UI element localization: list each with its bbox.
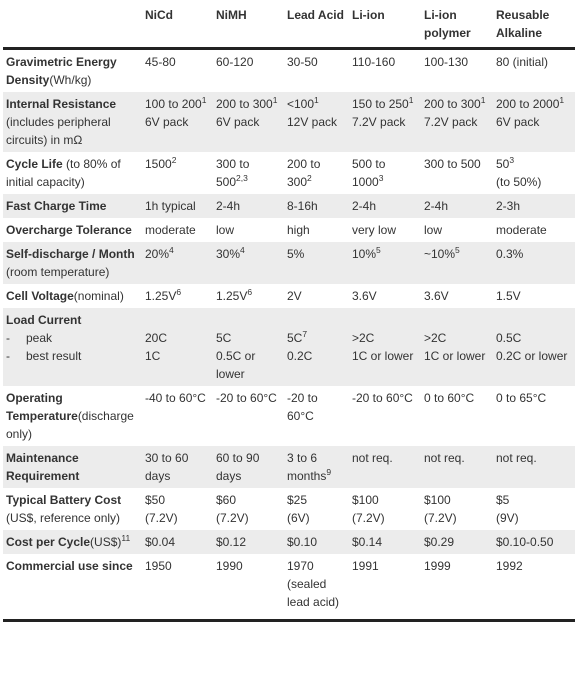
table-cell	[284, 386, 349, 446]
cell-text: 0.5C or lower	[216, 349, 256, 381]
cell-text: -20 to 60°C	[216, 391, 277, 405]
table-cell	[349, 308, 421, 386]
cell-text: 150 to 250	[352, 97, 409, 111]
cell-text: $0.29	[424, 535, 455, 549]
footnote-marker: 2	[171, 155, 177, 165]
cell-text: 100 to 200	[145, 97, 202, 111]
header-row	[3, 0, 575, 49]
row-label-bold: Overcharge Tolerance	[6, 223, 132, 237]
cell-text: $100	[352, 493, 379, 507]
cell-text: best result	[26, 349, 82, 363]
table-cell	[421, 284, 493, 308]
cell-text: 1C	[145, 349, 161, 363]
footnote-marker: 1	[314, 95, 319, 105]
footnote-marker: 7	[302, 329, 308, 339]
cell-text: 6V pack	[216, 115, 260, 129]
cell-text: 0.2C	[287, 349, 313, 363]
table-cell	[493, 446, 575, 488]
row-label-bold: Operating Temperature	[6, 391, 78, 423]
table-cell	[213, 446, 284, 488]
cell-text: -	[6, 331, 10, 345]
table-cell	[349, 152, 421, 194]
table-cell	[213, 530, 284, 554]
row-label	[3, 488, 142, 530]
table-row	[3, 284, 575, 308]
cell-text: 3.6V	[424, 289, 449, 303]
cell-text: >2C	[352, 331, 375, 345]
table-cell	[284, 284, 349, 308]
table-cell	[421, 308, 493, 386]
table-row	[3, 218, 575, 242]
cell-text: 20%	[145, 247, 170, 261]
row-label-bold: Gravimetric Energy Density	[6, 55, 117, 87]
cell-text: 8-16h	[287, 199, 318, 213]
table-cell	[284, 554, 349, 621]
row-label	[3, 194, 142, 218]
table-body	[3, 49, 575, 621]
cell-text: >2C	[424, 331, 447, 345]
cell-text: 2-4h	[424, 199, 449, 213]
cell-text: 30 to 60 days	[145, 451, 189, 483]
cell-text: not req.	[424, 451, 465, 465]
table-cell	[421, 386, 493, 446]
cell-text: (sealed lead acid)	[287, 577, 340, 609]
footnote-marker: 4	[169, 245, 174, 255]
cell-text: 1970	[287, 559, 314, 573]
table-cell	[349, 194, 421, 218]
table-cell	[421, 446, 493, 488]
cell-text: 200 to 300	[287, 157, 321, 189]
table-cell	[349, 386, 421, 446]
table-cell	[493, 194, 575, 218]
cell-text: 5%	[287, 247, 305, 261]
footnote-marker: 5	[376, 245, 381, 255]
table-cell	[349, 218, 421, 242]
table-cell	[349, 554, 421, 621]
row-label	[3, 308, 142, 386]
table-cell	[421, 530, 493, 554]
footnote-marker: 1	[272, 95, 278, 105]
cell-text: 0.2C or lower	[496, 349, 568, 363]
cell-text: -20 to 60°C	[287, 391, 318, 423]
header-cell-lead-acid: Lead Acid	[284, 0, 349, 49]
row-label	[3, 530, 142, 554]
cell-text: 7.2V pack	[352, 115, 406, 129]
footnote-marker: 6	[176, 287, 182, 297]
table-cell	[213, 152, 284, 194]
footnote-marker: 6	[247, 287, 253, 297]
cell-text: low	[216, 223, 235, 237]
cell-text: 1992	[496, 559, 523, 573]
table-cell	[421, 49, 493, 93]
cell-text: 6V pack	[145, 115, 189, 129]
cell-text: (9V)	[496, 511, 519, 525]
cell-text: 10%	[352, 247, 377, 261]
cell-text: 1950	[145, 559, 172, 573]
cell-text: $25	[287, 493, 308, 507]
cell-text: 1500	[145, 157, 172, 171]
table-cell	[493, 554, 575, 621]
cell-text: not req.	[496, 451, 537, 465]
table-cell	[493, 242, 575, 284]
cell-text: 12V pack	[287, 115, 338, 129]
row-label	[3, 218, 142, 242]
cell-text: 2-3h	[496, 199, 521, 213]
table-cell	[142, 194, 213, 218]
row-label	[3, 49, 142, 93]
table-cell	[284, 488, 349, 530]
cell-text: <100	[287, 97, 315, 111]
row-label-bold: Maintenance Requirement	[6, 451, 80, 483]
cell-text: $0.12	[216, 535, 247, 549]
cell-text: 300 to 500	[216, 157, 250, 189]
table-cell	[142, 92, 213, 152]
table-cell	[349, 242, 421, 284]
table-cell	[284, 194, 349, 218]
cell-text: $0.10-0.50	[496, 535, 554, 549]
cell-text: $0.10	[287, 535, 318, 549]
table-cell	[493, 152, 575, 194]
table-cell	[421, 242, 493, 284]
table-cell	[493, 49, 575, 93]
cell-text: 200 to 2000	[496, 97, 560, 111]
cell-text: moderate	[145, 223, 196, 237]
row-label-bold: Commercial use since	[6, 559, 133, 573]
battery-comparison-table	[3, 0, 575, 622]
cell-text: 6V pack	[496, 115, 540, 129]
header-cell-nicd: NiCd	[142, 0, 213, 49]
cell-text: $5	[496, 493, 510, 507]
cell-text: 500 to 1000	[352, 157, 386, 189]
cell-text: (7.2V)	[145, 511, 178, 525]
cell-text: 5C	[287, 331, 303, 345]
footnote-marker: 5	[455, 245, 460, 255]
table-cell	[213, 92, 284, 152]
cell-text: 1.25V	[216, 289, 248, 303]
cell-text: (to 50%)	[496, 175, 542, 189]
table-cell	[421, 152, 493, 194]
header-cell-reusable-alkaline: Reusable Alkaline	[493, 0, 575, 49]
cell-text: $50	[145, 493, 166, 507]
row-label	[3, 554, 142, 621]
cell-text: $100	[424, 493, 451, 507]
row-label	[3, 152, 142, 194]
table-cell	[142, 49, 213, 93]
table-cell	[213, 218, 284, 242]
table-row	[3, 308, 575, 386]
table-row	[3, 530, 575, 554]
footnote-marker: 1	[559, 95, 565, 105]
table-cell	[284, 446, 349, 488]
table-cell	[142, 488, 213, 530]
table-cell	[213, 284, 284, 308]
cell-text: 1.25V	[145, 289, 177, 303]
cell-text: 2-4h	[352, 199, 377, 213]
table-cell	[213, 194, 284, 218]
header-cell-nimh: NiMH	[213, 0, 284, 49]
cell-text: 45-80	[145, 55, 176, 69]
table-cell	[349, 49, 421, 93]
table-cell	[284, 308, 349, 386]
cell-text: 30%	[216, 247, 241, 261]
cell-text: 0.5C	[496, 331, 522, 345]
table-cell	[493, 92, 575, 152]
table-cell	[349, 446, 421, 488]
table-row	[3, 92, 575, 152]
table-cell	[349, 488, 421, 530]
table-cell	[421, 488, 493, 530]
table-cell	[142, 446, 213, 488]
table-cell	[284, 530, 349, 554]
table-cell	[142, 152, 213, 194]
table-cell	[493, 488, 575, 530]
row-label-bold: Cost per Cycle	[6, 535, 91, 549]
header-cell-li-ion-polymer: Li-ion polymer	[421, 0, 493, 49]
cell-text: 1.5V	[496, 289, 521, 303]
table-cell	[142, 308, 213, 386]
cell-text: $0.14	[352, 535, 383, 549]
table-cell	[349, 284, 421, 308]
cell-text: 50	[496, 157, 510, 171]
cell-text: -	[6, 349, 10, 363]
table-cell	[493, 218, 575, 242]
table-row	[3, 554, 575, 621]
table-row	[3, 446, 575, 488]
cell-text: (7.2V)	[424, 511, 457, 525]
table-row	[3, 488, 575, 530]
table-cell	[349, 92, 421, 152]
footnote-marker: 1	[201, 95, 207, 105]
table-cell	[213, 49, 284, 93]
table-cell	[142, 554, 213, 621]
cell-text: 200 to 300	[424, 97, 481, 111]
row-label-bold: Fast Charge Time	[6, 199, 107, 213]
cell-text: (room temperature)	[6, 265, 110, 279]
table-cell	[213, 488, 284, 530]
table-cell	[493, 530, 575, 554]
cell-text: 1999	[424, 559, 451, 573]
cell-text: 1C or lower	[352, 349, 414, 363]
table-cell	[493, 284, 575, 308]
footnote-marker: 2	[307, 173, 312, 183]
cell-text: low	[424, 223, 443, 237]
table-cell	[493, 308, 575, 386]
table-cell	[213, 554, 284, 621]
cell-text: (includes peripheral circuits) in mΩ	[6, 115, 111, 147]
row-label-bold: Cycle Life	[6, 157, 63, 171]
cell-text: 300 to 500	[424, 157, 481, 171]
footnote-marker: 2,3	[236, 173, 248, 183]
cell-text: high	[287, 223, 310, 237]
cell-text: (Wh/kg)	[49, 73, 92, 87]
cell-text: very low	[352, 223, 397, 237]
table-cell	[142, 530, 213, 554]
table-cell	[284, 152, 349, 194]
cell-text: 1990	[216, 559, 243, 573]
row-label	[3, 92, 142, 152]
cell-text: 1991	[352, 559, 379, 573]
cell-text: 2-4h	[216, 199, 241, 213]
table-cell	[421, 554, 493, 621]
table-cell	[142, 284, 213, 308]
row-label-bold: Load Current	[6, 313, 82, 327]
footnote-marker: 1	[480, 95, 486, 105]
cell-text: 1h typical	[145, 199, 196, 213]
table-cell	[284, 92, 349, 152]
table-row	[3, 386, 575, 446]
footnote-marker: 3	[509, 155, 515, 165]
cell-text: 5C	[216, 331, 232, 345]
cell-text: 0 to 60°C	[424, 391, 475, 405]
cell-text: (7.2V)	[216, 511, 249, 525]
cell-text: 0.3%	[496, 247, 524, 261]
row-label	[3, 284, 142, 308]
table-cell	[284, 218, 349, 242]
row-label-bold: Internal Resistance	[6, 97, 117, 111]
cell-text: 30-50	[287, 55, 318, 69]
cell-text: 20C	[145, 331, 168, 345]
table-cell	[493, 386, 575, 446]
table-row	[3, 242, 575, 284]
cell-text: 2V	[287, 289, 302, 303]
footnote-marker: 11	[121, 533, 131, 543]
cell-text: peak	[26, 331, 53, 345]
footnote-marker: 4	[240, 245, 245, 255]
cell-text: 200 to 300	[216, 97, 273, 111]
header-cell-li-ion: Li-ion	[349, 0, 421, 49]
cell-text: 80 (initial)	[496, 55, 549, 69]
row-label-bold: Typical Battery Cost	[6, 493, 122, 507]
cell-text: (6V)	[287, 511, 310, 525]
cell-text: -20 to 60°C	[352, 391, 413, 405]
header-cell-corner	[3, 0, 142, 49]
cell-text: 60 to 90 days	[216, 451, 260, 483]
table-cell	[142, 218, 213, 242]
cell-text: -40 to 60°C	[145, 391, 206, 405]
table-cell	[142, 386, 213, 446]
cell-text: 0 to 65°C	[496, 391, 547, 405]
cell-text: 110-160	[352, 55, 396, 69]
table-row	[3, 194, 575, 218]
cell-text: (US$)	[90, 535, 122, 549]
cell-text: 60-120	[216, 55, 254, 69]
cell-text: (7.2V)	[352, 511, 385, 525]
table-cell	[284, 242, 349, 284]
table-cell	[142, 242, 213, 284]
row-label-bold: Self-discharge / Month	[6, 247, 135, 261]
row-label	[3, 446, 142, 488]
table-cell	[349, 530, 421, 554]
table-row	[3, 152, 575, 194]
cell-text: $0.04	[145, 535, 176, 549]
footnote-marker: 1	[408, 95, 414, 105]
row-label	[3, 386, 142, 446]
cell-text: (nominal)	[73, 289, 124, 303]
table-cell	[421, 218, 493, 242]
cell-text: moderate	[496, 223, 547, 237]
footnote-marker: 3	[378, 173, 384, 183]
row-label-bold: Cell Voltage	[6, 289, 74, 303]
cell-text: (to 80% of initial capacity)	[6, 157, 121, 189]
cell-text: 7.2V pack	[424, 115, 478, 129]
cell-text: (discharge only)	[6, 409, 134, 441]
cell-text: 3 to 6 months	[287, 451, 327, 483]
table-cell	[213, 242, 284, 284]
table-cell	[284, 49, 349, 93]
cell-text: $60	[216, 493, 237, 507]
cell-text: 100-130	[424, 55, 469, 69]
table-cell	[421, 194, 493, 218]
cell-text: not req.	[352, 451, 393, 465]
cell-text: 1C or lower	[424, 349, 486, 363]
table-cell	[421, 92, 493, 152]
cell-text: ~10%	[424, 247, 456, 261]
table-cell	[213, 308, 284, 386]
footnote-marker: 9	[326, 467, 332, 477]
table-cell	[213, 386, 284, 446]
row-label	[3, 242, 142, 284]
cell-text: 3.6V	[352, 289, 377, 303]
table-row	[3, 49, 575, 93]
cell-text: (US$, reference only)	[6, 511, 121, 525]
